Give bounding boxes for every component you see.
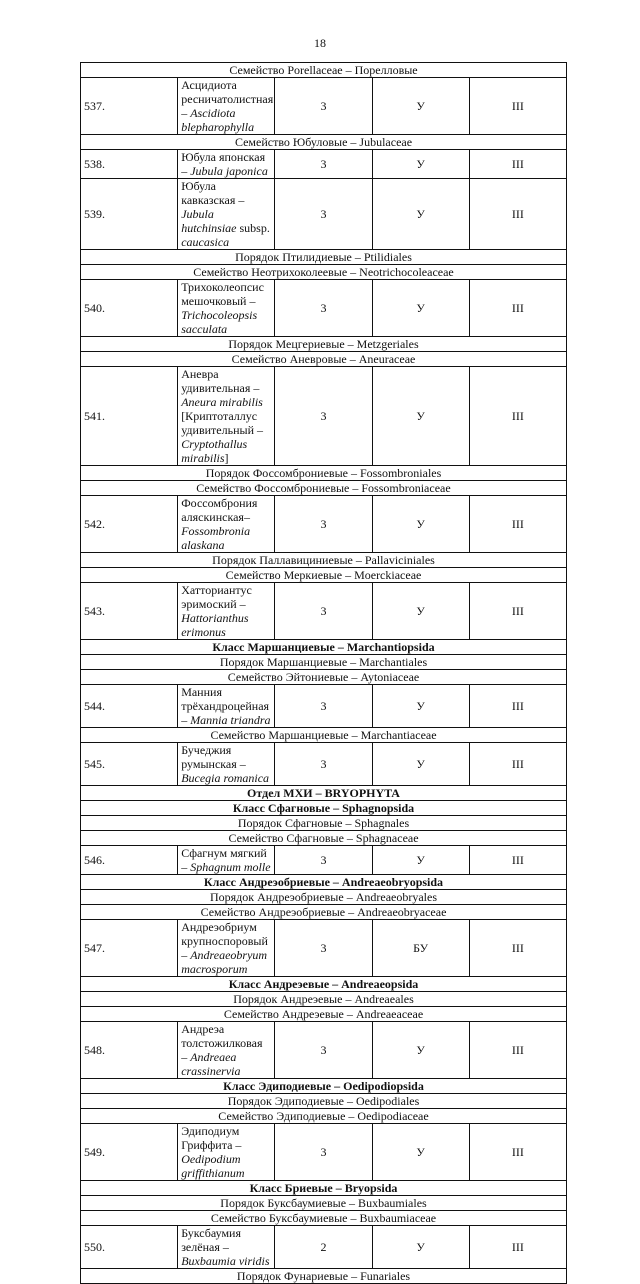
category-cell: 3 — [275, 1022, 372, 1079]
category-cell: 3 — [275, 920, 372, 977]
latin-note: subsp. — [236, 221, 270, 235]
taxon-header: Порядок Фунариевые – Funariales — [81, 1269, 567, 1284]
taxon-header: Класс Андреэевые – Andreaeopsida — [81, 977, 567, 992]
status-cell: У — [372, 1124, 469, 1181]
taxon-header: Семейство Буксбаумиевые – Buxbaumiaceae — [81, 1211, 567, 1226]
russian-name: Бучеджия румынская – — [181, 743, 246, 771]
priority-cell: III — [469, 367, 566, 466]
taxon-header: Семейство Аневровые – Aneuraceae — [81, 352, 567, 367]
russian-name: Эдиподиум Гриффита – — [181, 1124, 242, 1152]
category-cell: 3 — [275, 743, 372, 786]
species-row — [81, 920, 567, 977]
taxon-header-row — [81, 1094, 567, 1109]
taxon-header: Порядок Паллавициниевые – Pallaviciniales — [81, 553, 567, 568]
taxon-header-row — [81, 786, 567, 801]
russian-name: Фоссомброния аляскинская– — [181, 496, 258, 524]
taxon-header: Семейство Эдиподиевые – Oedipodiaceae — [81, 1109, 567, 1124]
page-number: 18 — [314, 36, 326, 50]
species-name — [178, 743, 275, 786]
taxon-header: Семейство Эйтониевые – Aytoniaceae — [81, 670, 567, 685]
taxon-header: Порядок Маршанциевые – Marchantiales — [81, 655, 567, 670]
status-cell: У — [372, 78, 469, 135]
taxon-header: Семейство Сфагновые – Sphagnaceae — [81, 831, 567, 846]
latin-name: Bucegia romanica — [181, 771, 270, 785]
russian-name: Аневра удивительная – — [181, 367, 260, 395]
taxon-header-row — [81, 352, 567, 367]
taxon-header-row — [81, 655, 567, 670]
taxon-header-row — [81, 481, 567, 496]
latin-name: Hattorianthus erimonus — [181, 611, 249, 639]
species-name — [178, 179, 275, 250]
species-name — [178, 920, 275, 977]
taxon-header-row — [81, 670, 567, 685]
species-name — [178, 846, 275, 875]
russian-name: Юбула кавказская – — [181, 179, 245, 207]
status-cell: У — [372, 1226, 469, 1269]
taxon-header: Порядок Буксбаумиевые – Buxbaumiales — [81, 1196, 567, 1211]
category-cell: 3 — [275, 685, 372, 728]
russian-name: Юбула японская – — [181, 150, 266, 178]
russian-name: Асцидиота ресничатолистная – — [181, 78, 274, 120]
latin-name: Andreaeobryum macrosporum — [181, 948, 268, 976]
taxon-header-row — [81, 1211, 567, 1226]
latin-name: Buxbaumia viridis — [181, 1254, 270, 1268]
latin-name: Ascidiota blepharophylla — [181, 106, 255, 134]
taxon-header-row — [81, 337, 567, 352]
latin-name: Mannia triandra — [190, 713, 271, 727]
taxon-header-row — [81, 831, 567, 846]
priority-cell: III — [469, 78, 566, 135]
taxon-header-row — [81, 905, 567, 920]
species-number: 543. — [81, 583, 178, 640]
species-row — [81, 1022, 567, 1079]
species-number: 546. — [81, 846, 178, 875]
taxon-header: Семейство Юбуловые – Jubulaceae — [81, 135, 567, 150]
species-row — [81, 685, 567, 728]
taxon-header-row — [81, 63, 567, 78]
taxon-header-row — [81, 728, 567, 743]
russian-name: Хатториантус эримоский – — [181, 583, 252, 611]
taxon-header: Порядок Андреэевые – Andreaeales — [81, 992, 567, 1007]
species-number: 540. — [81, 280, 178, 337]
priority-cell: III — [469, 496, 566, 553]
taxon-header: Семейство Андреэевые – Andreaeaceae — [81, 1007, 567, 1022]
status-cell: У — [372, 743, 469, 786]
taxon-header: Отдел МХИ – BRYOPHYTA — [81, 786, 567, 801]
taxon-header: Порядок Эдиподиевые – Oedipodiales — [81, 1094, 567, 1109]
taxon-header-row — [81, 1007, 567, 1022]
russian-name: Андреэобриум крупноспоровый – — [181, 920, 268, 962]
species-row — [81, 846, 567, 875]
priority-cell: III — [469, 179, 566, 250]
status-cell: У — [372, 150, 469, 179]
latin-name: Jubula japonica — [190, 164, 268, 178]
status-cell: БУ — [372, 920, 469, 977]
species-number: 544. — [81, 685, 178, 728]
taxon-header-row — [81, 1109, 567, 1124]
species-number: 549. — [81, 1124, 178, 1181]
table-body — [81, 63, 567, 1284]
priority-cell: III — [469, 1022, 566, 1079]
species-number: 547. — [81, 920, 178, 977]
taxon-header: Семейство Фоссомброниевые – Fossombroniaceae — [81, 481, 567, 496]
taxon-header: Семейство Меркиевые – Moerckiaceae — [81, 568, 567, 583]
category-cell: 3 — [275, 280, 372, 337]
species-table — [80, 62, 567, 1284]
taxon-header: Класс Сфагновые – Sphagnopsida — [81, 801, 567, 816]
species-name — [178, 280, 275, 337]
taxon-header-row — [81, 890, 567, 905]
latin-name: Fossombronia alaskana — [181, 524, 251, 552]
taxon-header-row — [81, 1196, 567, 1211]
category-cell: 3 — [275, 150, 372, 179]
category-cell: 3 — [275, 496, 372, 553]
status-cell: У — [372, 280, 469, 337]
taxon-header-row — [81, 801, 567, 816]
taxon-header: Класс Эдиподиевые – Oedipodiopsida — [81, 1079, 567, 1094]
species-name — [178, 583, 275, 640]
priority-cell: III — [469, 150, 566, 179]
category-cell: 3 — [275, 78, 372, 135]
taxon-header: Порядок Фоссомброниевые – Fossombroniales — [81, 466, 567, 481]
taxon-header: Порядок Сфагновые – Sphagnales — [81, 816, 567, 831]
taxon-header-row — [81, 265, 567, 280]
category-cell: 2 — [275, 1226, 372, 1269]
species-row — [81, 583, 567, 640]
category-cell: 3 — [275, 1124, 372, 1181]
taxon-header: Порядок Андреэобриевые – Andreaeobryales — [81, 890, 567, 905]
taxon-header-row — [81, 568, 567, 583]
species-row — [81, 367, 567, 466]
species-name — [178, 150, 275, 179]
taxon-header-row — [81, 992, 567, 1007]
category-cell: 3 — [275, 179, 372, 250]
russian-name: Манния трёхандроцейная – — [181, 685, 270, 727]
taxon-header: Семейство Неотрихоколеевые – Neotrichocoleaceae — [81, 265, 567, 280]
synonym-latin: Cryptothallus mirabilis — [181, 437, 248, 465]
species-row — [81, 150, 567, 179]
species-row — [81, 78, 567, 135]
status-cell: У — [372, 367, 469, 466]
latin-name: Aneura mirabilis — [181, 395, 263, 409]
russian-name: Сфагнум мягкий – — [181, 846, 267, 874]
species-row — [81, 496, 567, 553]
species-row — [81, 743, 567, 786]
status-cell: У — [372, 685, 469, 728]
taxon-header-row — [81, 875, 567, 890]
species-number: 537. — [81, 78, 178, 135]
taxon-header-row — [81, 816, 567, 831]
taxon-header: Семейство Андреэобриевые – Andreaeobryaceae — [81, 905, 567, 920]
taxon-header: Семейство Porellaceae – Порелловые — [81, 63, 567, 78]
priority-cell: III — [469, 743, 566, 786]
species-number: 550. — [81, 1226, 178, 1269]
taxon-header-row — [81, 1079, 567, 1094]
species-number: 539. — [81, 179, 178, 250]
species-number: 542. — [81, 496, 178, 553]
species-name — [178, 685, 275, 728]
latin-name: Andreaea crassinervia — [181, 1050, 241, 1078]
taxon-header: Порядок Птилидиевые – Ptilidiales — [81, 250, 567, 265]
taxon-header: Порядок Мецгериевые – Metzgeriales — [81, 337, 567, 352]
taxon-header-row — [81, 1269, 567, 1284]
status-cell: У — [372, 496, 469, 553]
synonym-close: ] — [224, 451, 229, 465]
category-cell: 3 — [275, 846, 372, 875]
latin-name: Trichocoleopsis sacculata — [181, 308, 258, 336]
species-name — [178, 1022, 275, 1079]
russian-name: Буксбаумия зелёная – — [181, 1226, 241, 1254]
taxon-header: Класс Маршанциевые – Marchantiopsida — [81, 640, 567, 655]
latin-name: Oedipodium griffithianum — [181, 1152, 245, 1180]
species-number: 541. — [81, 367, 178, 466]
status-cell: У — [372, 846, 469, 875]
russian-name: Трихоколеопсис мешочковый – — [181, 280, 264, 308]
taxon-header: Семейство Маршанциевые – Marchantiaceae — [81, 728, 567, 743]
priority-cell: III — [469, 846, 566, 875]
species-number: 548. — [81, 1022, 178, 1079]
category-cell: 3 — [275, 367, 372, 466]
synonym-name: [Криптоталлус удивительный – — [181, 409, 263, 437]
taxon-header-row — [81, 250, 567, 265]
priority-cell: III — [469, 1124, 566, 1181]
taxon-header-row — [81, 640, 567, 655]
russian-name: Андреэа толстожилковая – — [181, 1022, 263, 1064]
species-row — [81, 1124, 567, 1181]
species-row — [81, 1226, 567, 1269]
taxon-header-row — [81, 553, 567, 568]
species-name — [178, 78, 275, 135]
taxon-header-row — [81, 466, 567, 481]
priority-cell: III — [469, 685, 566, 728]
taxon-header: Класс Андреэобриевые – Andreaeobryopsida — [81, 875, 567, 890]
status-cell: У — [372, 583, 469, 640]
species-name — [178, 496, 275, 553]
species-name — [178, 1226, 275, 1269]
priority-cell: III — [469, 583, 566, 640]
latin-name: Jubula hutchinsiae — [181, 207, 237, 235]
species-number: 538. — [81, 150, 178, 179]
category-cell: 3 — [275, 583, 372, 640]
species-number: 545. — [81, 743, 178, 786]
status-cell: У — [372, 179, 469, 250]
priority-cell: III — [469, 920, 566, 977]
taxon-header-row — [81, 977, 567, 992]
species-row — [81, 280, 567, 337]
latin-name: Sphagnum molle — [190, 860, 271, 874]
latin-name-cont: caucasica — [181, 235, 230, 249]
taxon-header: Класс Бриевые – Bryopsida — [81, 1181, 567, 1196]
species-row — [81, 179, 567, 250]
taxon-header-row — [81, 135, 567, 150]
priority-cell: III — [469, 1226, 566, 1269]
taxon-header-row — [81, 1181, 567, 1196]
species-name — [178, 1124, 275, 1181]
priority-cell: III — [469, 280, 566, 337]
status-cell: У — [372, 1022, 469, 1079]
species-name — [178, 367, 275, 466]
